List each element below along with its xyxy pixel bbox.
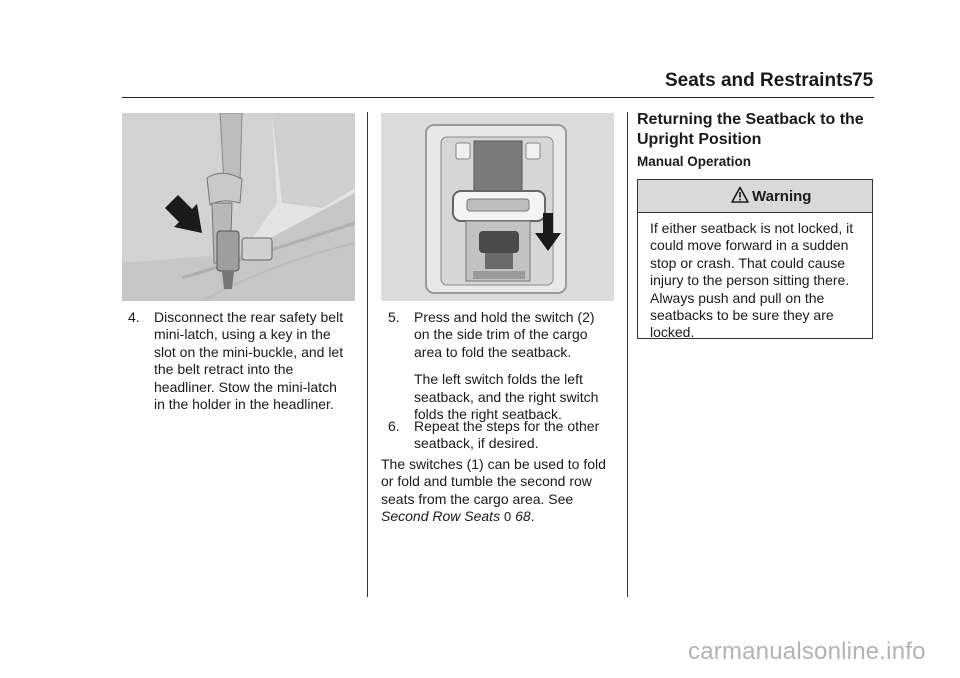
warning-title: Warning (752, 188, 812, 205)
text-line: the belt retract into the (154, 361, 294, 378)
text-line: Disconnect the rear safety belt (154, 309, 344, 325)
text-line: stop or crash. That could cause (650, 254, 846, 271)
seat-belt-mini-latch-illustration (122, 113, 355, 301)
switches-paragraph (381, 456, 621, 526)
step-number: 4. (128, 309, 140, 325)
text-line: area to fold the seatback. (414, 343, 572, 360)
text-line: seatbacks to be sure they are (650, 307, 834, 324)
text-line: Press and hold the switch (2) (414, 309, 595, 325)
heading-line: Upright Position (637, 131, 762, 148)
warning-triangle-icon (731, 186, 749, 204)
page-reference-icon: 0 (503, 509, 512, 525)
step-note-line: The left switch folds the left (414, 371, 583, 388)
text-line: If either seatback is not locked, it (650, 220, 854, 236)
warning-text (650, 220, 865, 342)
subheading: Manual Operation (637, 154, 752, 169)
text-line: seatback, if desired. (414, 435, 539, 452)
page-number: 75 (852, 70, 874, 91)
text-line: seats from the cargo area. See (381, 490, 574, 507)
text-line: Always push and pull on the (650, 289, 825, 306)
cross-reference-link[interactable]: Second Row Seats (381, 508, 501, 525)
text-line: locked. (650, 324, 695, 341)
text-line: mini-latch, using a key in the (154, 326, 331, 343)
step-note-line: seatback, and the right switch (414, 388, 599, 405)
step-number: 6. (388, 418, 400, 434)
fold-switch-illustration (381, 113, 614, 301)
step-note-line: folds the right seatback. (414, 406, 562, 423)
text-line: injury to the person sitting there. (650, 272, 850, 289)
column-divider-right (627, 112, 628, 597)
text-line: could move forward in a sudden (650, 237, 849, 254)
warning-box (637, 179, 873, 339)
cross-reference-page[interactable]: 68 (515, 508, 531, 525)
step-text (414, 418, 599, 453)
heading-line: Returning the Seatback to the (637, 111, 864, 128)
text-line: or fold and tumble the second row (381, 473, 592, 490)
warning-header (638, 180, 872, 213)
watermark: carmanualsonline.info (688, 638, 926, 665)
step-number: 5. (388, 309, 400, 325)
step-text (414, 309, 598, 423)
cross-reference[interactable] (381, 508, 621, 525)
text-line: Repeat the steps for the other (414, 418, 600, 434)
text-line: The switches (1) can be used to fold (381, 456, 606, 472)
column-divider-left (367, 112, 368, 597)
section-heading (637, 110, 873, 150)
text-line: in the holder in the headliner. (154, 396, 334, 413)
step-text (154, 309, 343, 413)
sentence-end: . (530, 508, 535, 525)
section-title: Seats and Restraints (665, 70, 853, 91)
text-line: headliner. Stow the mini-latch (154, 378, 337, 395)
text-line: on the side trim of the cargo (414, 326, 588, 343)
text-line: slot on the mini-buckle, and let (154, 343, 344, 360)
header-rule (122, 97, 874, 98)
